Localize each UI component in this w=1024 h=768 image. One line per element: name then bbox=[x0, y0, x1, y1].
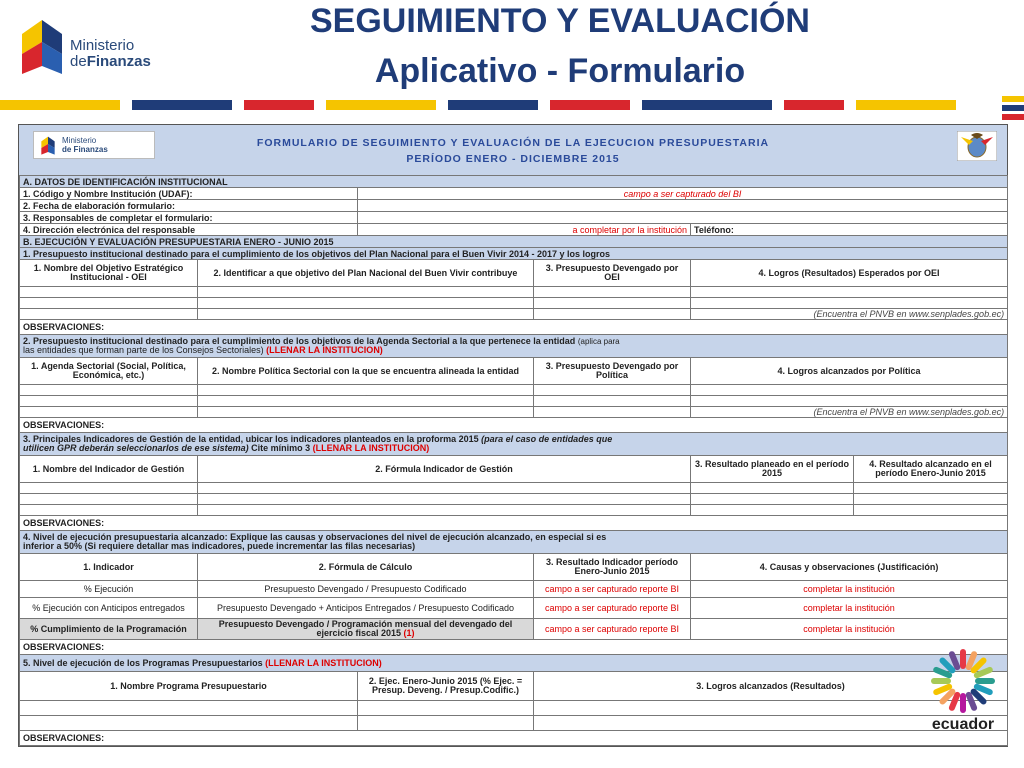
s1-col1: 1. Nombre del Objetivo Estratégico Institucional - OEI bbox=[20, 260, 198, 287]
field-a1-label: 1. Código y Nombre Institución (UDAF): bbox=[20, 188, 358, 200]
s5-title-text: 5. Nivel de ejecución de los Programas Presupuestarios bbox=[23, 658, 263, 668]
s4-formula-text: Presupuesto Devengado / Programación mensual del devengado del ejercicio fiscal 2015 bbox=[218, 619, 513, 638]
s3-title-bold: Cite mínimo 3 bbox=[251, 443, 311, 453]
form-logo-line2: de Finanzas bbox=[62, 145, 108, 154]
s1-observaciones[interactable]: OBSERVACIONES: bbox=[20, 320, 1008, 335]
s4-title-text: 4. Nivel de ejecución presupuestaria alcanzado: Explique las causas y observaciones del nivel de ejecución alcanzado, en especial si es bbox=[23, 532, 607, 542]
s2-cell[interactable] bbox=[20, 407, 198, 418]
field-a3-value[interactable] bbox=[358, 212, 1008, 224]
s2-title-small: (aplica para bbox=[577, 337, 620, 346]
header-color-bar bbox=[0, 100, 1024, 110]
s2-title-red: (LLENAR LA INSTITUCION) bbox=[266, 345, 383, 355]
s1-cell[interactable] bbox=[534, 298, 691, 309]
form-title bbox=[159, 135, 867, 167]
ministerio-line1: Ministerio bbox=[70, 37, 135, 54]
s2-cell[interactable] bbox=[691, 396, 1008, 407]
s5-col2: 2. Ejec. Enero-Junio 2015 (% Ejec. = Presup. Deveng. / Presup.Codific.) bbox=[358, 672, 534, 701]
s2-note: (Encuentra el PNVB en www.senplades.gob.ec) bbox=[691, 407, 1008, 418]
s3-title-ital: (para el caso de entidades que bbox=[481, 434, 613, 444]
field-a1-value[interactable]: campo a ser capturado del BI bbox=[358, 188, 1008, 200]
ecuador-wordmark: ecuador bbox=[931, 716, 995, 733]
s3-cell[interactable] bbox=[691, 494, 854, 505]
s5-observaciones[interactable]: OBSERVACIONES: bbox=[20, 731, 1008, 746]
s1-cell[interactable] bbox=[534, 309, 691, 320]
s5-col3: 3. Logros alcanzados (Resultados) bbox=[534, 672, 1008, 701]
s4-indicator: % Ejecución con Anticipos entregados bbox=[20, 598, 198, 619]
s4-formula: Presupuesto Devengado + Anticipos Entregados / Presupuesto Codificado bbox=[198, 598, 534, 619]
s5-cell[interactable] bbox=[358, 701, 534, 716]
s1-cell[interactable] bbox=[198, 309, 534, 320]
s1-cell[interactable] bbox=[198, 298, 534, 309]
form-ministry-mark-icon bbox=[38, 134, 58, 156]
form-header bbox=[19, 125, 1007, 175]
s4-cause[interactable]: completar la institución bbox=[691, 581, 1008, 598]
ministerio-name bbox=[70, 38, 151, 70]
s3-cell[interactable] bbox=[20, 505, 198, 516]
s2-cell[interactable] bbox=[534, 396, 691, 407]
field-a2-value[interactable] bbox=[358, 200, 1008, 212]
s3-col2: 2. Fórmula Indicador de Gestión bbox=[198, 456, 691, 483]
s3-cell[interactable] bbox=[691, 505, 854, 516]
s2-title bbox=[20, 335, 1008, 358]
form-sheet bbox=[18, 124, 1008, 747]
s4-formula bbox=[198, 619, 534, 640]
ministerio-de: de bbox=[70, 53, 87, 70]
s4-col4: 4. Causas y observaciones (Justificación) bbox=[691, 554, 1008, 581]
s3-col4: 4. Resultado alcanzado en el período Enero-Junio 2015 bbox=[854, 456, 1008, 483]
s4-col3: 3. Resultado Indicador período Enero-Junio 2015 bbox=[534, 554, 691, 581]
s1-cell[interactable] bbox=[691, 287, 1008, 298]
s3-cell[interactable] bbox=[854, 494, 1008, 505]
s4-title bbox=[20, 531, 1008, 554]
s3-cell[interactable] bbox=[198, 505, 691, 516]
s5-col1: 1. Nombre Programa Presupuestario bbox=[20, 672, 358, 701]
field-a2-label: 2. Fecha de elaboración formulario: bbox=[20, 200, 358, 212]
s2-cell[interactable] bbox=[534, 407, 691, 418]
form-ministry-logo bbox=[33, 131, 155, 159]
table-row bbox=[20, 619, 1008, 640]
s1-cell[interactable] bbox=[20, 309, 198, 320]
s3-cell[interactable] bbox=[20, 494, 198, 505]
s4-result[interactable]: campo a ser capturado reporte BI bbox=[534, 619, 691, 640]
s1-note: (Encuentra el PNVB en www.senplades.gob.ec) bbox=[691, 309, 1008, 320]
section-b-header: B. EJECUCIÓN Y EVALUACIÓN PRESUPUESTARIA ENERO - JUNIO 2015 bbox=[20, 236, 1008, 248]
ministerio-line2 bbox=[70, 54, 151, 70]
s4-col1: 1. Indicador bbox=[20, 554, 198, 581]
s5-title-red: (LLENAR LA INSTITUCION) bbox=[265, 658, 382, 668]
page-title: SEGUIMIENTO Y EVALUACIÓN bbox=[309, 2, 810, 40]
s5-cell[interactable] bbox=[20, 701, 358, 716]
s1-col4: 4. Logros (Resultados) Esperados por OEI bbox=[691, 260, 1008, 287]
s3-cell[interactable] bbox=[20, 483, 198, 494]
s2-cell[interactable] bbox=[534, 385, 691, 396]
field-a4-phone[interactable]: Teléfono: bbox=[691, 224, 1008, 236]
s2-cell[interactable] bbox=[198, 396, 534, 407]
s4-formula: Presupuesto Devengado / Presupuesto Codificado bbox=[198, 581, 534, 598]
s4-cause[interactable]: completar la institución bbox=[691, 619, 1008, 640]
s4-col2: 2. Fórmula de Cálculo bbox=[198, 554, 534, 581]
s4-indicator: % Ejecución bbox=[20, 581, 198, 598]
field-a3-label: 3. Responsables de completar el formulario: bbox=[20, 212, 358, 224]
s2-col1: 1. Agenda Sectorial (Social, Política, Económica, etc.) bbox=[20, 358, 198, 385]
coat-of-arms-icon bbox=[957, 131, 997, 161]
s4-result[interactable]: campo a ser capturado reporte BI bbox=[534, 581, 691, 598]
s5-cell[interactable] bbox=[20, 716, 358, 731]
s1-cell[interactable] bbox=[20, 287, 198, 298]
s3-col1: 1. Nombre del Indicador de Gestión bbox=[20, 456, 198, 483]
s2-title-text: 2. Presupuesto institucional destinado para el cumplimiento de los objetivos de la Agenda Sectorial a la que pertenece la entidad bbox=[23, 336, 576, 346]
s3-cell[interactable] bbox=[691, 483, 854, 494]
s1-col2: 2. Identificar a que objetivo del Plan Nacional del Buen Vivir contribuye bbox=[198, 260, 534, 287]
s5-cell[interactable] bbox=[358, 716, 534, 731]
ministerio-finanzas: Finanzas bbox=[86, 53, 151, 70]
s2-cell[interactable] bbox=[198, 385, 534, 396]
page-subtitle: Aplicativo - Formulario bbox=[374, 52, 746, 90]
form-logo-line1: Ministerio bbox=[62, 136, 97, 145]
s2-title-line2: las entidades que forman parte de los Consejos Sectoriales) bbox=[23, 345, 264, 355]
field-a4-value[interactable]: a completar por la institución bbox=[358, 224, 691, 236]
s1-cell[interactable] bbox=[691, 298, 1008, 309]
table-row bbox=[20, 581, 1008, 598]
s1-col3: 3. Presupuesto Devengado por OEI bbox=[534, 260, 691, 287]
s2-col2: 2. Nombre Política Sectorial con la que se encuentra alineada la entidad bbox=[198, 358, 534, 385]
s2-col3: 3. Presupuesto Devengado por Política bbox=[534, 358, 691, 385]
s1-title: 1. Presupuesto institucional destinado para el cumplimiento de los objetivos del Plan Nacional para el Buen Vivir 2014 - 2017 y los logros bbox=[20, 248, 1008, 260]
ministerio-logo-icon bbox=[18, 12, 66, 78]
form-title-line1: FORMULARIO DE SEGUIMIENTO Y EVALUACIÓN DE LA EJECUCION PRESUPUESTARIA bbox=[256, 137, 770, 149]
s2-cell[interactable] bbox=[691, 385, 1008, 396]
s3-col3: 3. Resultado planeado en el período 2015 bbox=[691, 456, 854, 483]
s2-observaciones[interactable]: OBSERVACIONES: bbox=[20, 418, 1008, 433]
s4-indicator: % Cumplimiento de la Programación bbox=[20, 619, 198, 640]
field-a4-label: 4. Dirección electrónica del responsable bbox=[20, 224, 358, 236]
s3-title-line2: utilicen GPR deberán seleccionarlos de ese sistema) bbox=[23, 443, 249, 453]
s2-cell[interactable] bbox=[20, 396, 198, 407]
s3-title bbox=[20, 433, 1008, 456]
s2-cell[interactable] bbox=[20, 385, 198, 396]
s2-col4: 4. Logros alcanzados por Política bbox=[691, 358, 1008, 385]
ecuador-logo bbox=[924, 648, 1002, 734]
s3-cell[interactable] bbox=[854, 505, 1008, 516]
table-row bbox=[20, 598, 1008, 619]
s3-title-text: 3. Principales Indicadores de Gestión de la entidad, ubicar los indicadores planteados en la proforma 2015 bbox=[23, 434, 479, 444]
s3-title-red: (LLENAR LA INSTITUCION) bbox=[312, 443, 430, 453]
s4-result[interactable]: campo a ser capturado reporte BI bbox=[534, 598, 691, 619]
s4-cause[interactable]: completar la institución bbox=[691, 598, 1008, 619]
s4-observaciones[interactable]: OBSERVACIONES: bbox=[20, 640, 1008, 655]
s3-cell[interactable] bbox=[198, 483, 691, 494]
form-table bbox=[19, 175, 1008, 746]
s4-title-line2: inferior a 50% (Si requiere detallar mas indicadores, puede incrementar las filas necesarias) bbox=[23, 541, 416, 551]
s3-cell[interactable] bbox=[854, 483, 1008, 494]
s1-cell[interactable] bbox=[534, 287, 691, 298]
s5-title bbox=[20, 655, 1008, 672]
corner-stripes-icon bbox=[1002, 96, 1024, 122]
s2-cell[interactable] bbox=[198, 407, 534, 418]
s1-cell[interactable] bbox=[198, 287, 534, 298]
s3-cell[interactable] bbox=[198, 494, 691, 505]
s3-observaciones[interactable]: OBSERVACIONES: bbox=[20, 516, 1008, 531]
ecuador-sun-icon bbox=[924, 648, 1002, 714]
form-title-line2: PERÍODO ENERO - DICIEMBRE 2015 bbox=[406, 153, 620, 165]
section-a-header: A. DATOS DE IDENTIFICACIÓN INSTITUCIONAL bbox=[20, 176, 1008, 188]
s1-cell[interactable] bbox=[20, 298, 198, 309]
s4-formula-note: (1) bbox=[403, 628, 415, 638]
